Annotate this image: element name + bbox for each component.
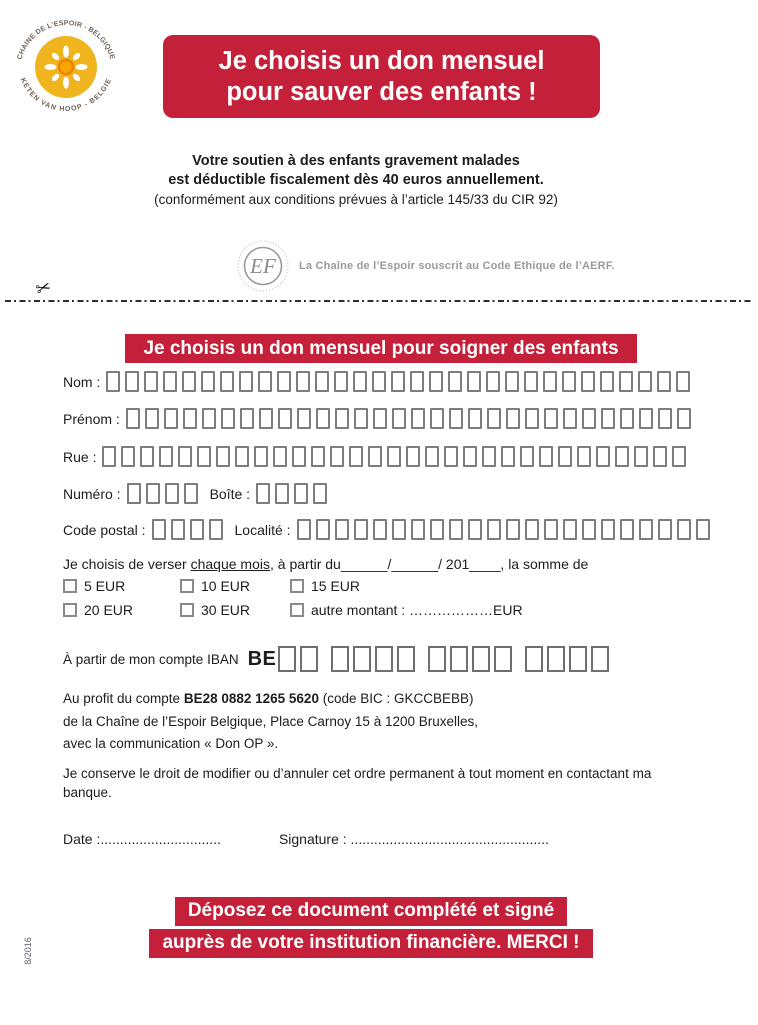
char-box[interactable] <box>634 446 648 467</box>
char-box[interactable] <box>392 408 406 429</box>
char-box[interactable] <box>525 519 539 540</box>
char-box[interactable] <box>406 446 420 467</box>
nom-label: Nom : <box>63 373 101 390</box>
char-box[interactable] <box>127 483 141 504</box>
amount-option-5eur[interactable] <box>63 578 180 594</box>
field-row-codepostal-localite <box>63 519 710 540</box>
char-box[interactable] <box>411 519 425 540</box>
char-box[interactable] <box>615 446 629 467</box>
char-box[interactable] <box>577 446 591 467</box>
char-box[interactable] <box>467 371 481 392</box>
char-box[interactable] <box>539 446 553 467</box>
char-box[interactable] <box>544 519 558 540</box>
char-box[interactable] <box>601 408 615 429</box>
header-banner-line2: pour sauver des enfants ! <box>226 77 537 106</box>
checkbox-other-amount[interactable] <box>290 603 304 617</box>
char-box[interactable] <box>543 371 557 392</box>
intro-bold-line1: Votre soutien à des enfants gravement malades <box>192 153 520 169</box>
char-box[interactable] <box>235 446 249 467</box>
beneficiary-account-number: BE28 0882 1265 5620 <box>183 691 319 706</box>
char-box[interactable] <box>601 519 615 540</box>
char-box[interactable] <box>563 408 577 429</box>
iban-prefix: À partir de mon compte IBAN <box>63 651 239 667</box>
char-box[interactable] <box>444 446 458 467</box>
char-box[interactable] <box>547 646 565 672</box>
char-box[interactable] <box>297 408 311 429</box>
char-box[interactable] <box>294 483 308 504</box>
char-box[interactable] <box>486 371 500 392</box>
char-box[interactable] <box>216 446 230 467</box>
char-box[interactable] <box>525 408 539 429</box>
char-box[interactable] <box>425 446 439 467</box>
amount-option-30eur[interactable] <box>180 602 290 618</box>
char-box[interactable] <box>275 483 289 504</box>
field-row-prenom <box>63 408 691 429</box>
char-box[interactable] <box>591 646 609 672</box>
char-box[interactable] <box>410 371 424 392</box>
beneficiary-line1 <box>63 688 478 711</box>
amount-options <box>63 578 700 618</box>
char-box[interactable] <box>300 646 318 672</box>
char-box[interactable] <box>430 408 444 429</box>
checkbox-10eur[interactable] <box>180 579 194 593</box>
beneficiary-line1-prefix: Au profit du compte <box>63 691 184 706</box>
logo-arc-bottom-text: KETEN VAN HOOP - BELGIE <box>18 77 114 114</box>
localite-label: Localité : <box>234 521 291 538</box>
amount-option-10eur[interactable] <box>180 578 290 594</box>
char-box[interactable] <box>240 408 254 429</box>
aerf-monogram: EF <box>250 254 276 278</box>
char-box[interactable] <box>145 408 159 429</box>
char-box[interactable] <box>258 371 272 392</box>
rue-char-boxes[interactable] <box>102 446 686 467</box>
char-box[interactable] <box>392 519 406 540</box>
char-box[interactable] <box>544 408 558 429</box>
char-box[interactable] <box>146 483 160 504</box>
iban-boxes <box>278 646 609 672</box>
boite-char-boxes[interactable] <box>256 483 327 504</box>
char-box[interactable] <box>430 519 444 540</box>
checkbox-30eur[interactable] <box>180 603 194 617</box>
char-box[interactable] <box>197 446 211 467</box>
scissors-icon: ✂ <box>33 276 54 300</box>
header-banner-line1: Je choisis un don mensuel <box>218 46 545 75</box>
char-box[interactable] <box>184 483 198 504</box>
char-box[interactable] <box>368 446 382 467</box>
char-box[interactable] <box>411 408 425 429</box>
char-box[interactable] <box>524 371 538 392</box>
char-box[interactable] <box>102 446 116 467</box>
numero-char-boxes[interactable] <box>127 483 198 504</box>
char-box[interactable] <box>164 408 178 429</box>
iban-group-1[interactable] <box>278 646 318 672</box>
iban-group-2[interactable] <box>331 646 415 672</box>
code-postal-char-boxes[interactable] <box>152 519 223 540</box>
char-box[interactable] <box>121 446 135 467</box>
char-box[interactable] <box>209 519 223 540</box>
cancellation-note: Je conserve le droit de modifier ou d’annuler cet ordre permanent à tout moment en contactant ma banque. <box>63 766 652 800</box>
char-box[interactable] <box>677 519 691 540</box>
amount-label: 20 EUR <box>84 602 134 618</box>
footer-banner-line1: Déposez ce document complété et signé <box>175 897 567 926</box>
amount-option-other[interactable] <box>290 602 700 618</box>
logo-arc-top-text: CHAINE DE L'ESPOIR - BELGIQUE <box>16 19 116 61</box>
char-box[interactable] <box>330 446 344 467</box>
char-box[interactable] <box>582 519 596 540</box>
edition-mark: 8/2016 <box>22 937 33 965</box>
nom-char-boxes[interactable] <box>106 371 690 392</box>
char-box[interactable] <box>658 408 672 429</box>
ethics-caption: La Chaîne de l’Espoir souscrit au Code Ethique de l’AERF. <box>299 260 615 272</box>
char-box[interactable] <box>638 371 652 392</box>
amount-label: 10 EUR <box>201 578 251 594</box>
char-box[interactable] <box>581 371 595 392</box>
amount-label: 15 EUR <box>311 578 361 594</box>
char-box[interactable] <box>449 519 463 540</box>
char-box[interactable] <box>353 371 367 392</box>
beneficiary-line1-suffix: (code BIC : GKCCBEBB) <box>318 691 474 706</box>
char-box[interactable] <box>429 371 443 392</box>
char-box[interactable] <box>563 519 577 540</box>
char-box[interactable] <box>677 408 691 429</box>
char-box[interactable] <box>163 371 177 392</box>
char-box[interactable] <box>335 408 349 429</box>
char-box[interactable] <box>494 646 512 672</box>
char-box[interactable] <box>190 519 204 540</box>
rue-label: Rue : <box>63 448 97 465</box>
char-box[interactable] <box>506 408 520 429</box>
char-box[interactable] <box>315 371 329 392</box>
char-box[interactable] <box>639 519 653 540</box>
char-box[interactable] <box>201 371 215 392</box>
date-signature-row <box>63 831 549 847</box>
char-box[interactable] <box>353 646 371 672</box>
intro-text <box>0 152 712 210</box>
amount-option-15eur[interactable] <box>290 578 700 594</box>
intro-bold-line2: est déductible fiscalement dès 40 euros annuellement. <box>168 172 544 188</box>
iban-row <box>63 646 609 672</box>
chain-of-hope-logo <box>12 8 120 120</box>
frequency-underlined: chaque mois <box>190 556 270 572</box>
signature-field[interactable]: Signature : ................................................... <box>278 831 549 847</box>
char-box[interactable] <box>505 371 519 392</box>
char-box[interactable] <box>221 408 235 429</box>
checkbox-15eur[interactable] <box>290 579 304 593</box>
char-box[interactable] <box>676 371 690 392</box>
char-box[interactable] <box>292 446 306 467</box>
char-box[interactable] <box>449 408 463 429</box>
intro-note: (conformément aux conditions prévues à l’article 145/33 du CIR 92) <box>154 192 558 207</box>
char-box[interactable] <box>277 371 291 392</box>
amount-label: 5 EUR <box>84 578 126 594</box>
char-box[interactable] <box>256 483 270 504</box>
field-row-nom <box>63 371 690 392</box>
char-box[interactable] <box>171 519 185 540</box>
char-box[interactable] <box>239 371 253 392</box>
char-box[interactable] <box>313 483 327 504</box>
char-box[interactable] <box>639 408 653 429</box>
char-box[interactable] <box>600 371 614 392</box>
char-box[interactable] <box>202 408 216 429</box>
char-box[interactable] <box>296 371 310 392</box>
char-box[interactable] <box>125 371 139 392</box>
char-box[interactable] <box>397 646 415 672</box>
localite-char-boxes[interactable] <box>297 519 710 540</box>
char-box[interactable] <box>569 646 587 672</box>
char-box[interactable] <box>463 446 477 467</box>
field-row-numero-boite <box>63 483 327 504</box>
char-box[interactable] <box>140 446 154 467</box>
char-box[interactable] <box>620 408 634 429</box>
header-banner <box>163 35 600 118</box>
char-box[interactable] <box>487 408 501 429</box>
beneficiary-line3: avec la communication « Don OP ». <box>63 736 279 751</box>
numero-label: Numéro : <box>63 485 121 502</box>
char-box[interactable] <box>525 646 543 672</box>
frequency-suffix: , à partir du______/______/ 201____, la somme de <box>270 556 589 572</box>
char-box[interactable] <box>562 371 576 392</box>
iban-group-4[interactable] <box>525 646 609 672</box>
char-box[interactable] <box>487 519 501 540</box>
char-box[interactable] <box>159 446 173 467</box>
form-banner: Je choisis un don mensuel pour soigner des enfants <box>125 334 637 363</box>
prenom-char-boxes[interactable] <box>126 408 691 429</box>
date-field[interactable]: Date :............................... <box>63 831 221 847</box>
char-box[interactable] <box>468 519 482 540</box>
char-box[interactable] <box>428 646 446 672</box>
iban-country-code: BE <box>247 647 277 670</box>
checkbox-5eur[interactable] <box>63 579 77 593</box>
beneficiary-line2: de la Chaîne de l’Espoir Belgique, Place Carnoy 15 à 1200 Bruxelles, <box>63 713 479 729</box>
char-box[interactable] <box>152 519 166 540</box>
char-box[interactable] <box>582 408 596 429</box>
char-box[interactable] <box>316 408 330 429</box>
char-box[interactable] <box>501 446 515 467</box>
char-box[interactable] <box>349 446 363 467</box>
char-box[interactable] <box>259 408 273 429</box>
char-box[interactable] <box>448 371 462 392</box>
char-box[interactable] <box>165 483 179 504</box>
char-box[interactable] <box>373 408 387 429</box>
char-box[interactable] <box>372 371 386 392</box>
char-box[interactable] <box>657 371 671 392</box>
char-box[interactable] <box>373 519 387 540</box>
prenom-label: Prénom : <box>63 410 120 427</box>
char-box[interactable] <box>619 371 633 392</box>
char-box[interactable] <box>387 446 401 467</box>
footer-banner-line2: auprès de votre institution financière. MERCI ! <box>149 929 592 958</box>
frequency-line <box>63 556 588 572</box>
char-box[interactable] <box>144 371 158 392</box>
char-box[interactable] <box>126 408 140 429</box>
beneficiary-block <box>63 688 478 756</box>
char-box[interactable] <box>375 646 393 672</box>
char-box[interactable] <box>254 446 268 467</box>
char-box[interactable] <box>278 408 292 429</box>
char-box[interactable] <box>653 446 667 467</box>
iban-group-3[interactable] <box>428 646 512 672</box>
amount-label: autre montant : ………………EUR <box>311 602 523 618</box>
char-box[interactable] <box>620 519 634 540</box>
boite-label: Boîte : <box>209 485 251 502</box>
char-box[interactable] <box>178 446 192 467</box>
char-box[interactable] <box>506 519 520 540</box>
char-box[interactable] <box>273 446 287 467</box>
char-box[interactable] <box>354 519 368 540</box>
char-box[interactable] <box>297 519 311 540</box>
footer-banner <box>0 897 742 961</box>
char-box[interactable] <box>672 446 686 467</box>
checkbox-20eur[interactable] <box>63 603 77 617</box>
char-box[interactable] <box>558 446 572 467</box>
char-box[interactable] <box>334 371 348 392</box>
aerf-ethics-icon <box>236 238 290 294</box>
char-box[interactable] <box>391 371 405 392</box>
char-box[interactable] <box>696 519 710 540</box>
char-box[interactable] <box>182 371 196 392</box>
char-box[interactable] <box>596 446 610 467</box>
char-box[interactable] <box>658 519 672 540</box>
char-box[interactable] <box>520 446 534 467</box>
char-box[interactable] <box>468 408 482 429</box>
char-box[interactable] <box>183 408 197 429</box>
amount-label: 30 EUR <box>201 602 251 618</box>
char-box[interactable] <box>331 646 349 672</box>
char-box[interactable] <box>335 519 349 540</box>
char-box[interactable] <box>316 519 330 540</box>
char-box[interactable] <box>220 371 234 392</box>
char-box[interactable] <box>354 408 368 429</box>
code-postal-label: Code postal : <box>63 521 146 538</box>
amount-option-20eur[interactable] <box>63 602 180 618</box>
char-box[interactable] <box>450 646 468 672</box>
frequency-prefix: Je choisis de verser <box>63 556 191 572</box>
ethics-row <box>236 238 615 294</box>
char-box[interactable] <box>482 446 496 467</box>
char-box[interactable] <box>472 646 490 672</box>
char-box[interactable] <box>278 646 296 672</box>
char-box[interactable] <box>311 446 325 467</box>
cut-dashed-line <box>5 300 753 302</box>
field-row-rue <box>63 446 686 467</box>
char-box[interactable] <box>106 371 120 392</box>
